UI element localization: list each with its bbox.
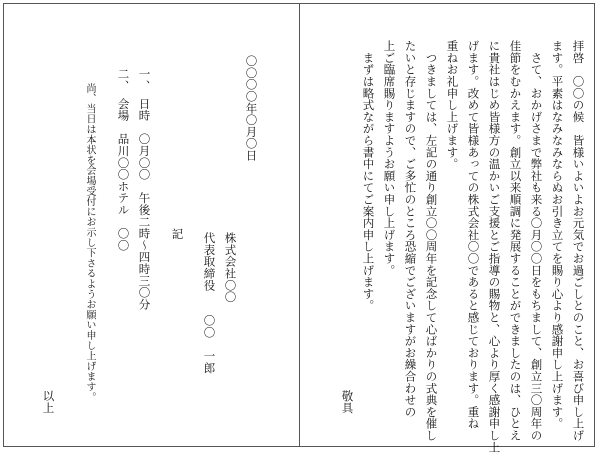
body-line-10: 上ご臨席賜りますようお願い申し上げます。 [382,40,397,276]
representative-name: 代表取締役 〇〇 一郎 [202,232,217,374]
body-line-11: まずは略式ながら書中にてご案内申し上げます。 [361,40,376,312]
body-line-5: に貴社はじめ皆様方の温かいご支援とご指導の賜物と、心より厚く感謝申し上 [487,40,502,453]
body-line-7: 重ねお礼申し上げます。 [445,40,460,170]
body-line-2: ます。平素はなみなみならぬお引き立てを賜り心より感謝申し上げます。 [550,40,565,430]
closing-keigu: 敬具 [340,390,355,414]
body-line-1: 拝啓 〇〇の候 皆様いよいよお元気でお過ごしとのこと、お喜び申し上げ [571,40,586,442]
ki-heading: 記 [170,228,185,240]
company-name: 株式会社〇〇 [223,232,238,303]
item-datetime: 一、 日時 〇月〇〇 午後二時～四時三〇分 [137,68,152,311]
page-divider [299,3,300,447]
body-line-4: 佳節をむかえます。創立以来順調に発展することができましたのは、ひとえ [508,40,523,442]
body-line-3: さて、おかげさまで弊社も来る〇月〇〇日をもちまして、創立三〇周年の [529,40,544,442]
body-line-8: つきましては、左記の通り創立〇〇周年を記念して心ばかりの式典を催し [424,40,439,442]
closing-ijou: 以上 [41,390,56,414]
item-venue: 二、 会場 品川〇〇ホテル 〇〇 [116,68,131,252]
body-line-6: げます。改めて皆様あっての株式会社〇〇であると感じております。重ね [466,40,481,430]
date-line: 〇〇〇〇年〇月〇日 [244,55,259,162]
body-line-9: たいと存じますので、ご多忙のところ恐縮でございますがお繰合わせの [403,40,418,418]
note-line: 尚、当日は本状を会場受付にお示し下さるようお願い申し上げます。 [84,83,95,403]
